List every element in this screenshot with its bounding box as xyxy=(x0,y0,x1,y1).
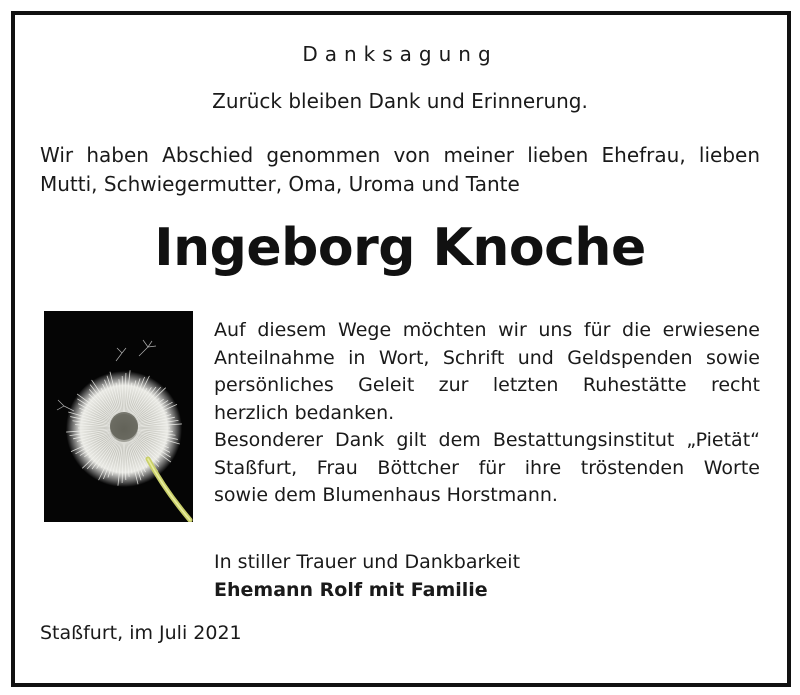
intro-line: Mutti, Schwiegermutter, Oma, Uroma und Tante xyxy=(40,172,520,196)
notice-heading: Danksagung xyxy=(302,42,498,66)
intro-line: Wir haben Abschied genommen von meiner lieben Ehefrau, lieben xyxy=(40,143,760,167)
thanks-line: herzlich bedanken. xyxy=(214,401,395,424)
thanks-line: Anteilnahme in Wort, Schrift und Geldspenden sowie xyxy=(214,346,760,369)
thanks-line: Staßfurt, Frau Böttcher für ihre tröstenden Worte xyxy=(214,456,760,479)
thanks-line: Auf diesem Wege möchten wir uns für die erwiesene xyxy=(214,319,760,341)
dandelion-icon xyxy=(44,311,193,522)
thanks-line: Besonderer Dank gilt dem Bestattungsinstitut „Pietät“ xyxy=(214,429,760,451)
thanks-line: sowie dem Blumenhaus Horstmann. xyxy=(214,484,558,506)
thanks-text xyxy=(214,317,760,510)
notice-motto: Zurück bleiben Dank und Erinnerung. xyxy=(212,89,588,113)
deceased-name: Ingeborg Knoche xyxy=(154,218,646,278)
thanks-line: persönliches Geleit zur letzten Ruhestätte recht xyxy=(214,374,760,396)
closing-line: In stiller Trauer und Dankbarkeit xyxy=(214,551,521,573)
dandelion-photo xyxy=(44,311,193,522)
signature: Ehemann Rolf mit Familie xyxy=(214,579,488,601)
notice-intro xyxy=(40,141,760,199)
place-date: Staßfurt, im Juli 2021 xyxy=(40,622,242,644)
